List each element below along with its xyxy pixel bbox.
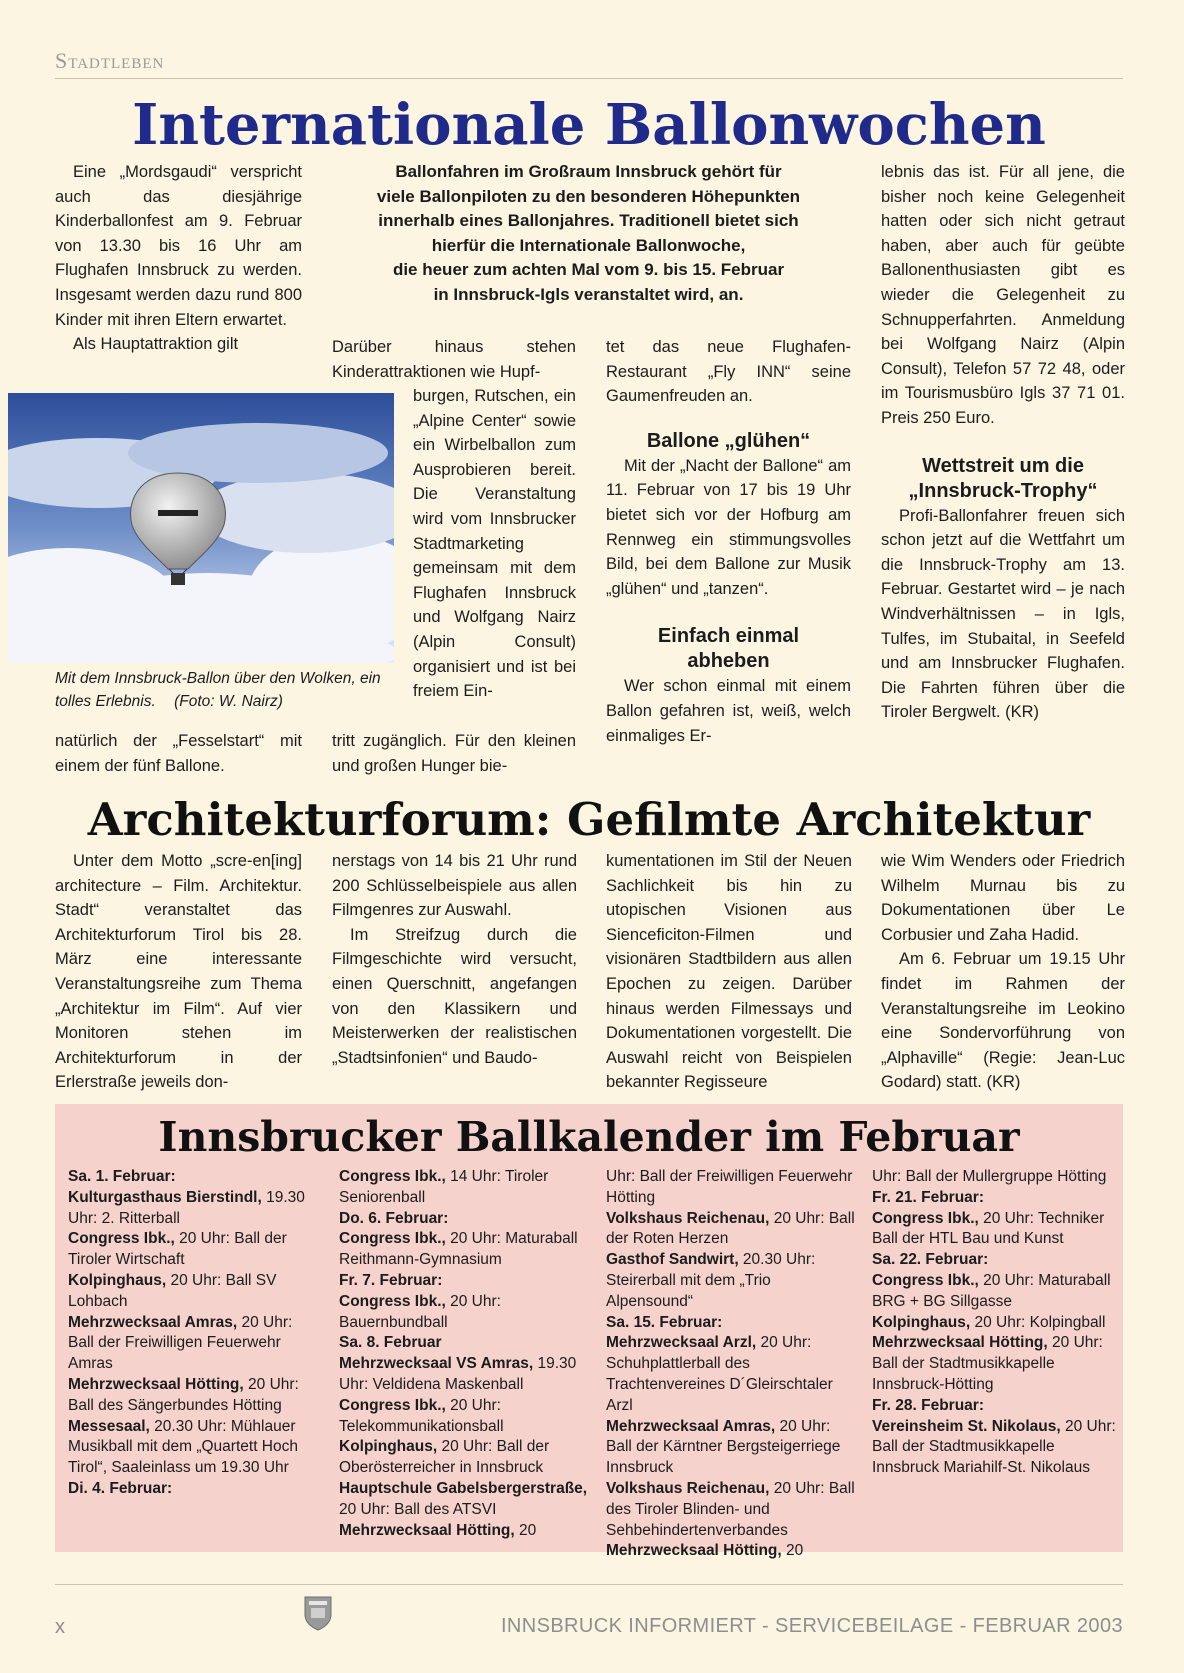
cal-entry: Congress Ibk., 14 Uhr: Tiroler Seniorenball (339, 1168, 549, 1206)
cal-entry: Kolpinghaus, 20 Uhr: Ball der Oberösterreicher in Innsbruck (339, 1438, 550, 1477)
lead-line-2: viele Ballonpiloten zu den besonderen Höhepunkten (376, 186, 801, 206)
ballon-col1-p2: Als Hauptattraktion gilt (73, 335, 239, 354)
cal-entry: Mehrzwecksaal Amras, 20 Uhr: Ball der Freiwilligen Feuerwehr Amras (68, 1313, 293, 1373)
cal-entry: Uhr: Ball der Freiwilligen Feuerwehr Hötting (606, 1168, 853, 1206)
cal-entry: Do. 6. Februar: (339, 1209, 449, 1227)
cal-entry: Messesaal, 20.30 Uhr: Mühlauer Musikball mit dem „Quartett Hoch Tirol“, Saaleinlass um 19.30 Uhr (68, 1417, 298, 1477)
page-number: x (55, 1616, 66, 1638)
article-title-ballonwochen: Internationale Ballonwochen (132, 92, 1046, 158)
balloon-photo-svg (8, 393, 394, 663)
arch-col3 (606, 849, 852, 1095)
cal-entry: Mehrzwecksaal Hötting, 20 Uhr: Ball der Stadtmusikkapelle Innsbruck-Hötting (872, 1334, 1103, 1393)
subhead-einfach-abheben: Einfach einmal abheben (657, 625, 800, 673)
cal-entry: Kolpinghaus, 20 Uhr: Ball SV Lohbach (68, 1271, 277, 1310)
photo-credit: (Foto: W. Nairz) (174, 693, 283, 710)
lead-line-6: in Innsbruck-Igls veranstaltet wird, an. (433, 284, 744, 304)
cal-entry: Vereinsheim St. Nikolaus, 20 Uhr: Ball der Stadtmusikkapelle Innsbruck Mariahilf-St. Nikolaus (872, 1417, 1116, 1477)
ballon-col2-top: Darüber hinaus stehen Kinderattraktionen wie Hupf- (332, 338, 576, 381)
cal-entry: Congress Ibk., 20 Uhr: Telekommunikationsball (339, 1396, 504, 1435)
cal-entry: Mehrzwecksaal VS Amras, 19.30 Uhr: Veldidena Maskenball (339, 1355, 577, 1393)
ballon-col3-bottom: Wer schon einmal mit einem Ballon gefahren ist, weiß, welch einmaliges Er- (606, 677, 851, 745)
arch-col4-b: Am 6. Februar um 19.15 Uhr findet im Rahmen der Veranstaltungsreihe im Leokino eine Sondervorführung von „Alphaville“ (Regie: Jean-Luc Godard) statt. (KR) (881, 950, 1125, 1092)
subhead-ballone-gluehen: Ballone „glühen“ (646, 429, 811, 452)
city-crest-icon (303, 1595, 333, 1631)
ballon-col1-p1: Eine „Mordsgaudi“ verspricht auch das diesjährige Kinderballonfest am 9. Februar von 13.30 bis 16 Uhr am Flughafen Innsbruck zu werden. Insgesamt werden dazu rund 800 Kinder mit ihren Eltern erwartet. (55, 163, 302, 329)
cal-entry: Hauptschule Gabelsbergerstraße, 20 Uhr: Ball des ATSVI (339, 1479, 588, 1518)
ballon-col1 (55, 160, 302, 357)
ballon-col3-top: tet das neue Flughafen-Restaurant „Fly INN“ seine Gaumenfreuden an. (606, 338, 851, 406)
cal-entry: Fr. 7. Februar: (339, 1271, 443, 1289)
cal-entry: Fr. 28. Februar: (872, 1396, 984, 1414)
cal-entry: Congress Ibk., 20 Uhr: Ball der Tiroler Wirtschaft (68, 1230, 287, 1269)
arch-col2-b: Im Streifzug durch die Filmgeschichte wird versucht, einen Querschnitt, angefangen von den Klassikern und Meisterwerken der realistischen „Stadtsinfonien“ und Baudo- (332, 925, 577, 1067)
ballon-col4 (881, 160, 1125, 725)
cal-entry: Mehrzwecksaal Arzl, 20 Uhr: Schuhplattlerball des Trachtenvereines D´Gleirschtaler Arzl (606, 1334, 833, 1414)
cal-entry: Fr. 21. Februar: (872, 1188, 984, 1206)
cal-entry: Sa. 15. Februar: (606, 1313, 723, 1331)
calendar-col-1 (68, 1167, 318, 1500)
ballon-col2-tail: tritt zugänglich. Für den kleinen und großen Hunger bie- (332, 732, 576, 775)
cal-entry: Volkshaus Reichenau, 20 Uhr: Ball der Roten Herzen (606, 1209, 855, 1248)
ballon-col4-top: lebnis das ist. Für all jene, die bisher noch keine Gelegenheit hatten oder sich nicht getraut haben, aber auch für geübte Ballonenthusiasten gibt es wieder die Gelegenheit zu Schnupperfahrten. Anmeldung bei Wolfgang Nairz (Alpin Consult), Telefon 57 72 48, oder im Tourismusbüro Igls 37 71 01. Preis 250 Euro. (881, 163, 1125, 427)
balloon-photo (8, 393, 394, 663)
lead-line-5: die heuer zum achten Mal vom 9. bis 15. Februar (392, 260, 785, 280)
footer-rule (55, 1584, 1123, 1585)
calendar-col-4 (872, 1167, 1120, 1479)
ballon-col4-bottom: Profi-Ballonfahrer freuen sich schon jetzt auf die Wettfahrt um die Innsbruck-Trophy am 13. Februar. Gestartet wird – je nach Windverhältnissen – in Igls, Tulfes, im Stubaital, in Seefeld und am Innsbrucker Flughafen. Die Fahrten führen über die Tiroler Bergwelt. (KR) (881, 506, 1125, 722)
cal-entry: Sa. 22. Februar: (872, 1251, 989, 1269)
calendar-title: Innsbrucker Ballkalender im Februar (158, 1113, 1020, 1161)
cal-entry: Di. 4. Februar: (68, 1479, 173, 1497)
lead-line-1: Ballonfahren im Großraum Innsbruck gehört für (395, 162, 782, 181)
photo-caption-block (55, 667, 400, 713)
header-rule (55, 78, 1123, 79)
cal-entry: Kolpinghaus, 20 Uhr: Kolpingball (872, 1313, 1106, 1331)
cal-entry: Gasthof Sandwirt, 20.30 Uhr: Steirerball mit dem „Trio Alpensound“ (606, 1251, 816, 1310)
cal-entry: Mehrzwecksaal Hötting, 20 (606, 1542, 804, 1560)
calendar-col-3 (606, 1167, 856, 1562)
arch-col2-a: nerstags von 14 bis 21 Uhr rund 200 Schlüsselbeispiele aus allen Filmgenres zur Auswahl. (332, 852, 577, 920)
section-label: Stadtleben (55, 48, 165, 73)
lead-line-3: innerhalb eines Ballonjahres. Traditionell bietet sich (378, 211, 799, 231)
cal-entry: Mehrzwecksaal Hötting, 20 Uhr: Ball des Sängerbundes Hötting (68, 1375, 299, 1414)
cal-entry: Uhr: Ball der Mullergruppe Hötting (872, 1168, 1107, 1185)
cal-entry: Sa. 1. Februar: (68, 1168, 176, 1185)
cal-entry: Volkshaus Reichenau, 20 Uhr: Ball des Tiroler Blinden- und Sehbehindertenverbandes (606, 1479, 855, 1539)
arch-col1-p: Unter dem Motto „scre-en[ing] architecture – Film. Architektur. Stadt“ veranstaltet das Architekturforum Tirol bis 28. März eine interessante Veranstaltungsreihe zum Thema „Architektur im Film“. Auf vier Monitoren stehen im Architekturforum in der Erlerstraße jeweils don- (55, 852, 302, 1092)
footer-publication: INNSBRUCK INFORMIERT - SERVICEBEILAGE - FEBRUAR 2003 (500, 1615, 1123, 1637)
cal-entry: Congress Ibk., 20 Uhr: Bauernbundball (339, 1292, 501, 1331)
cal-entry: Kulturgasthaus Bierstindl, 19.30 Uhr: 2. Ritterball (68, 1188, 305, 1227)
arch-col3-p: kumentationen im Stil der Neuen Sachlichkeit bis hin zu utopischen Visionen aus Sienceficiton-Filmen und visionären Stadtbildern aus allen Epochen zu zeigen. Darüber hinaus werden Filmessays und Dokumentationen vorgestellt. Die Auswahl reicht von Beispielen bekannter Regisseure (606, 852, 852, 1092)
ballon-lead (316, 160, 861, 308)
arch-col4-a: wie Wim Wenders oder Friedrich Wilhelm Murnau bis zu Dokumentationen über Le Corbusier und Zaha Hadid. (881, 852, 1125, 944)
lead-line-4: hierfür die Internationale Ballonwoche, (431, 235, 746, 255)
cal-entry: Congress Ibk., 20 Uhr: Maturaball BRG + BG Sillgasse (872, 1271, 1111, 1310)
calendar-col-2 (339, 1167, 589, 1541)
subhead-wettstreit: Wettstreit um die „Innsbruck-Trophy“ (908, 454, 1098, 502)
ballon-col3 (606, 335, 851, 748)
ballon-col1-tail: natürlich der „Fesselstart“ mit einem der fünf Ballone. (55, 732, 302, 775)
arch-col1 (55, 849, 302, 1095)
arch-col4 (881, 849, 1125, 1095)
cal-entry: Congress Ibk., 20 Uhr: Maturaball Reithmann-Gymnasium (339, 1230, 578, 1269)
ballon-col3-mid: Mit der „Nacht der Ballone“ am 11. Februar von 17 bis 19 Uhr bietet sich vor der Hofburg am Rennweg ein stimmungsvolles Bild, bei dem Ballone zur Musik „glühen“ und „tanzen“. (606, 456, 851, 598)
article-title-architektur: Architekturforum: Gefilmte Architektur (87, 793, 1091, 846)
cal-entry: Mehrzwecksaal Hötting, 20 (339, 1521, 537, 1539)
cal-entry: Sa. 8. Februar (339, 1334, 442, 1352)
cal-entry: Mehrzwecksaal Amras, 20 Uhr: Ball der Kärntner Bergsteigerriege Innsbruck (606, 1417, 841, 1477)
cal-entry: Congress Ibk., 20 Uhr: Techniker Ball der HTL Bau und Kunst (872, 1209, 1105, 1248)
ballon-col2-narrow: burgen, Rutschen, ein „Alpine Center“ sowie ein Wirbelballon zum Ausprobieren bereit. Die Veranstaltung wird vom Innsbrucker Stadtmarketing gemeinsam mit dem Flughafen Innsbruck und Wolfgang Nairz (Alpin Consult) organisiert und ist bei freiem Ein- (413, 387, 576, 701)
photo-caption: Mit dem Innsbruck-Ballon über den Wolken, ein tolles Erlebnis. (55, 670, 381, 710)
arch-col2 (332, 849, 577, 1070)
